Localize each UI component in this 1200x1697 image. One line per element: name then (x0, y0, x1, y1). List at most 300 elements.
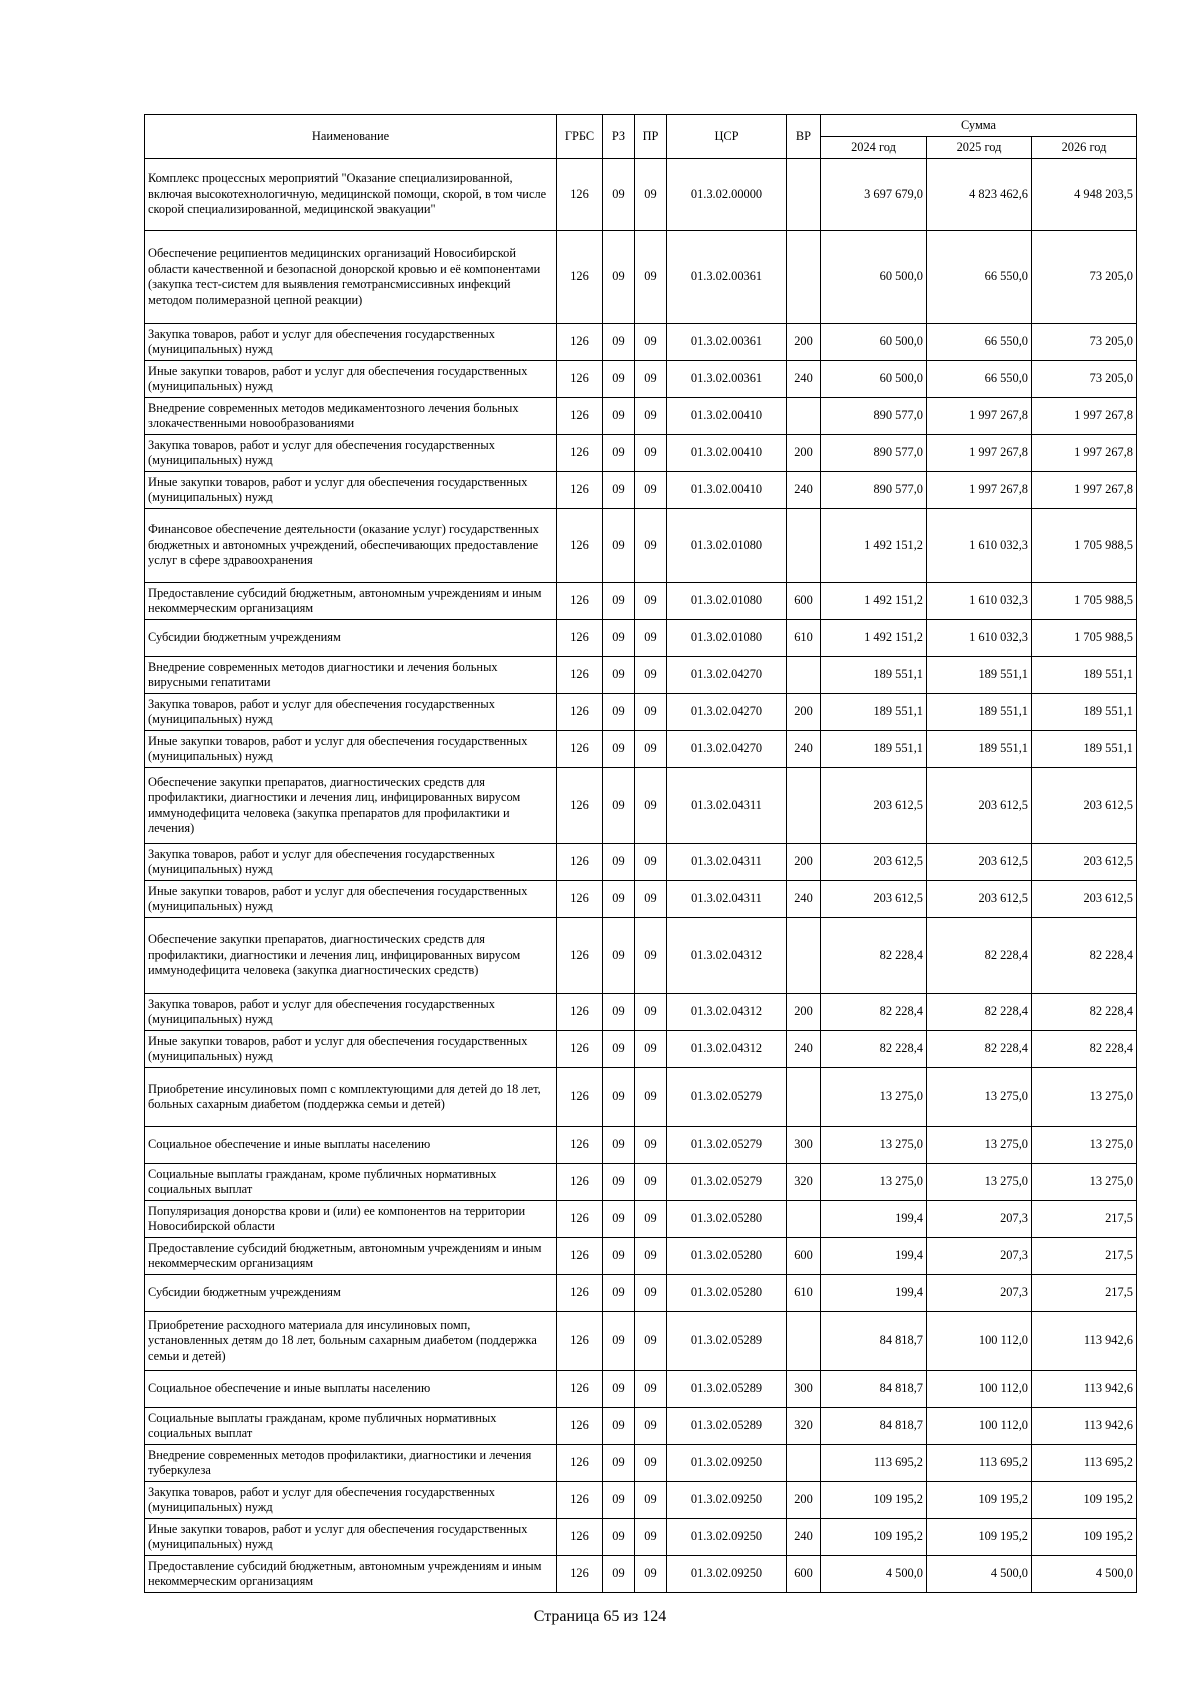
cell-2026: 203 612,5 (1032, 881, 1137, 918)
cell-2025: 13 275,0 (927, 1068, 1032, 1127)
cell-pr: 09 (635, 918, 667, 994)
cell-grbs: 126 (557, 768, 603, 844)
cell-2025: 82 228,4 (927, 1031, 1032, 1068)
cell-2026: 4 948 203,5 (1032, 159, 1137, 231)
cell-pr: 09 (635, 1408, 667, 1445)
cell-2025: 109 195,2 (927, 1519, 1032, 1556)
cell-name: Обеспечение закупки препаратов, диагностических средств для профилактики, диагностики и лечения лиц, инфицированных вирусом иммунодефицита человека (закупка препаратов для профилактики и лечения) (145, 768, 557, 844)
cell-csr: 01.3.02.04312 (667, 918, 787, 994)
cell-grbs: 126 (557, 620, 603, 657)
table-row (145, 472, 1137, 509)
cell-name: Иные закупки товаров, работ и услуг для обеспечения государственных (муниципальных) нужд (145, 881, 557, 918)
cell-name: Закупка товаров, работ и услуг для обеспечения государственных (муниципальных) нужд (145, 694, 557, 731)
cell-2026: 113 695,2 (1032, 1445, 1137, 1482)
cell-2026: 1 705 988,5 (1032, 509, 1137, 583)
cell-rz: 09 (603, 1371, 635, 1408)
cell-pr: 09 (635, 1238, 667, 1275)
cell-rz: 09 (603, 1275, 635, 1312)
cell-2026: 109 195,2 (1032, 1519, 1137, 1556)
cell-name: Популяризация донорства крови и (или) ее компонентов на территории Новосибирской области (145, 1201, 557, 1238)
cell-rz: 09 (603, 918, 635, 994)
cell-vr: 200 (787, 694, 821, 731)
cell-rz: 09 (603, 768, 635, 844)
cell-vr: 600 (787, 1556, 821, 1593)
cell-name: Приобретение инсулиновых помп с комплектующими для детей до 18 лет, больных сахарным диабетом (поддержка семьи и детей) (145, 1068, 557, 1127)
cell-vr: 200 (787, 324, 821, 361)
cell-name: Социальные выплаты гражданам, кроме публичных нормативных социальных выплат (145, 1164, 557, 1201)
table-row (145, 1275, 1137, 1312)
cell-csr: 01.3.02.00361 (667, 231, 787, 324)
cell-pr: 09 (635, 324, 667, 361)
cell-name: Закупка товаров, работ и услуг для обеспечения государственных (муниципальных) нужд (145, 1482, 557, 1519)
cell-rz: 09 (603, 398, 635, 435)
cell-csr: 01.3.02.01080 (667, 509, 787, 583)
cell-name: Предоставление субсидий бюджетным, автономным учреждениям и иным некоммерческим организациям (145, 583, 557, 620)
cell-2024: 189 551,1 (821, 731, 927, 768)
cell-rz: 09 (603, 731, 635, 768)
cell-2026: 113 942,6 (1032, 1408, 1137, 1445)
cell-2026: 73 205,0 (1032, 324, 1137, 361)
budget-table (144, 114, 1137, 1593)
cell-2026: 1 705 988,5 (1032, 583, 1137, 620)
table-row (145, 1127, 1137, 1164)
cell-2026: 4 500,0 (1032, 1556, 1137, 1593)
cell-csr: 01.3.02.05289 (667, 1312, 787, 1371)
cell-grbs: 126 (557, 1408, 603, 1445)
cell-grbs: 126 (557, 1312, 603, 1371)
cell-csr: 01.3.02.04270 (667, 731, 787, 768)
cell-rz: 09 (603, 1068, 635, 1127)
cell-2025: 189 551,1 (927, 657, 1032, 694)
cell-rz: 09 (603, 324, 635, 361)
cell-csr: 01.3.02.04312 (667, 994, 787, 1031)
table-row (145, 1408, 1137, 1445)
table-row (145, 620, 1137, 657)
cell-2024: 82 228,4 (821, 918, 927, 994)
cell-2024: 60 500,0 (821, 361, 927, 398)
cell-2024: 1 492 151,2 (821, 583, 927, 620)
cell-vr: 300 (787, 1127, 821, 1164)
cell-csr: 01.3.02.00410 (667, 435, 787, 472)
cell-csr: 01.3.02.05279 (667, 1127, 787, 1164)
cell-vr: 600 (787, 1238, 821, 1275)
cell-csr: 01.3.02.01080 (667, 620, 787, 657)
cell-2025: 100 112,0 (927, 1371, 1032, 1408)
cell-csr: 01.3.02.05279 (667, 1068, 787, 1127)
cell-2026: 203 612,5 (1032, 768, 1137, 844)
cell-vr (787, 768, 821, 844)
cell-2025: 1 997 267,8 (927, 435, 1032, 472)
cell-name: Приобретение расходного материала для инсулиновых помп, установленных детям до 18 лет, больным сахарным диабетом (поддержка семьи и детей) (145, 1312, 557, 1371)
cell-rz: 09 (603, 620, 635, 657)
cell-pr: 09 (635, 768, 667, 844)
cell-vr: 240 (787, 1519, 821, 1556)
cell-pr: 09 (635, 694, 667, 731)
cell-grbs: 126 (557, 472, 603, 509)
cell-2026: 1 997 267,8 (1032, 435, 1137, 472)
cell-2024: 3 697 679,0 (821, 159, 927, 231)
cell-vr: 610 (787, 620, 821, 657)
table-row (145, 324, 1137, 361)
cell-2025: 203 612,5 (927, 768, 1032, 844)
cell-name: Социальные выплаты гражданам, кроме публичных нормативных социальных выплат (145, 1408, 557, 1445)
table-row (145, 1445, 1137, 1482)
cell-grbs: 126 (557, 1127, 603, 1164)
cell-vr (787, 1201, 821, 1238)
cell-name: Иные закупки товаров, работ и услуг для обеспечения государственных (муниципальных) нужд (145, 472, 557, 509)
cell-2024: 203 612,5 (821, 844, 927, 881)
cell-rz: 09 (603, 657, 635, 694)
cell-name: Внедрение современных методов диагностики и лечения больных вирусными гепатитами (145, 657, 557, 694)
header-name: Наименование (145, 115, 557, 159)
cell-pr: 09 (635, 1201, 667, 1238)
cell-2025: 13 275,0 (927, 1164, 1032, 1201)
table-header (145, 115, 1137, 159)
cell-rz: 09 (603, 159, 635, 231)
cell-grbs: 126 (557, 844, 603, 881)
cell-grbs: 126 (557, 398, 603, 435)
cell-pr: 09 (635, 1519, 667, 1556)
cell-2024: 60 500,0 (821, 324, 927, 361)
table-row (145, 1371, 1137, 1408)
cell-2024: 890 577,0 (821, 435, 927, 472)
cell-csr: 01.3.02.09250 (667, 1482, 787, 1519)
table-row (145, 1164, 1137, 1201)
cell-grbs: 126 (557, 1164, 603, 1201)
cell-csr: 01.3.02.04270 (667, 694, 787, 731)
cell-pr: 09 (635, 1371, 667, 1408)
cell-rz: 09 (603, 694, 635, 731)
cell-2025: 1 997 267,8 (927, 472, 1032, 509)
cell-2026: 109 195,2 (1032, 1482, 1137, 1519)
cell-pr: 09 (635, 844, 667, 881)
cell-name: Социальное обеспечение и иные выплаты населению (145, 1371, 557, 1408)
cell-rz: 09 (603, 1127, 635, 1164)
cell-2025: 4 823 462,6 (927, 159, 1032, 231)
cell-name: Закупка товаров, работ и услуг для обеспечения государственных (муниципальных) нужд (145, 994, 557, 1031)
table-row (145, 994, 1137, 1031)
cell-vr (787, 159, 821, 231)
cell-2025: 4 500,0 (927, 1556, 1032, 1593)
table-row (145, 159, 1137, 231)
cell-name: Субсидии бюджетным учреждениям (145, 1275, 557, 1312)
cell-grbs: 126 (557, 1371, 603, 1408)
cell-csr: 01.3.02.00000 (667, 159, 787, 231)
cell-2026: 13 275,0 (1032, 1127, 1137, 1164)
cell-name: Предоставление субсидий бюджетным, автономным учреждениям и иным некоммерческим организациям (145, 1556, 557, 1593)
table-row (145, 1556, 1137, 1593)
cell-2026: 189 551,1 (1032, 731, 1137, 768)
cell-2026: 82 228,4 (1032, 918, 1137, 994)
cell-2025: 189 551,1 (927, 731, 1032, 768)
cell-csr: 01.3.02.09250 (667, 1556, 787, 1593)
cell-2024: 84 818,7 (821, 1312, 927, 1371)
cell-grbs: 126 (557, 657, 603, 694)
cell-2026: 217,5 (1032, 1201, 1137, 1238)
cell-name: Финансовое обеспечение деятельности (оказание услуг) государственных бюджетных и автономных учреждений, обеспечивающих предоставление услуг в сфере здравоохранения (145, 509, 557, 583)
cell-2024: 1 492 151,2 (821, 509, 927, 583)
cell-grbs: 126 (557, 1556, 603, 1593)
cell-2026: 113 942,6 (1032, 1312, 1137, 1371)
cell-vr: 240 (787, 1031, 821, 1068)
cell-grbs: 126 (557, 1201, 603, 1238)
cell-csr: 01.3.02.01080 (667, 583, 787, 620)
cell-name: Комплекс процессных мероприятий "Оказание специализированной, включая высокотехнологичную, медицинской помощи, скорой, в том числе скорой специализированной, медицинской эвакуации" (145, 159, 557, 231)
table-row (145, 1031, 1137, 1068)
table-row (145, 731, 1137, 768)
cell-pr: 09 (635, 398, 667, 435)
cell-vr (787, 918, 821, 994)
header-sum: Сумма (821, 115, 1137, 137)
table-row (145, 231, 1137, 324)
cell-vr (787, 1445, 821, 1482)
cell-pr: 09 (635, 472, 667, 509)
cell-rz: 09 (603, 472, 635, 509)
cell-2024: 82 228,4 (821, 1031, 927, 1068)
cell-grbs: 126 (557, 994, 603, 1031)
cell-rz: 09 (603, 1482, 635, 1519)
cell-csr: 01.3.02.00410 (667, 472, 787, 509)
table-row (145, 657, 1137, 694)
cell-pr: 09 (635, 583, 667, 620)
cell-vr: 200 (787, 435, 821, 472)
cell-2024: 113 695,2 (821, 1445, 927, 1482)
cell-2025: 109 195,2 (927, 1482, 1032, 1519)
header-year-2024: 2024 год (821, 137, 927, 159)
table-row (145, 768, 1137, 844)
cell-2025: 66 550,0 (927, 324, 1032, 361)
cell-2025: 113 695,2 (927, 1445, 1032, 1482)
cell-pr: 09 (635, 620, 667, 657)
cell-2024: 4 500,0 (821, 1556, 927, 1593)
cell-grbs: 126 (557, 435, 603, 472)
cell-csr: 01.3.02.00361 (667, 361, 787, 398)
cell-2026: 82 228,4 (1032, 1031, 1137, 1068)
cell-pr: 09 (635, 1031, 667, 1068)
cell-grbs: 126 (557, 361, 603, 398)
cell-rz: 09 (603, 1519, 635, 1556)
cell-pr: 09 (635, 881, 667, 918)
cell-csr: 01.3.02.05280 (667, 1275, 787, 1312)
cell-2026: 13 275,0 (1032, 1068, 1137, 1127)
cell-vr: 200 (787, 994, 821, 1031)
cell-grbs: 126 (557, 231, 603, 324)
cell-grbs: 126 (557, 881, 603, 918)
cell-csr: 01.3.02.09250 (667, 1445, 787, 1482)
cell-name: Закупка товаров, работ и услуг для обеспечения государственных (муниципальных) нужд (145, 844, 557, 881)
cell-grbs: 126 (557, 694, 603, 731)
cell-name: Внедрение современных методов медикаментозного лечения больных злокачественными новообразованиями (145, 398, 557, 435)
cell-2025: 1 610 032,3 (927, 583, 1032, 620)
cell-2026: 1 997 267,8 (1032, 398, 1137, 435)
cell-vr: 240 (787, 881, 821, 918)
cell-2024: 84 818,7 (821, 1371, 927, 1408)
cell-vr (787, 1068, 821, 1127)
table-row (145, 361, 1137, 398)
cell-csr: 01.3.02.05280 (667, 1238, 787, 1275)
cell-2026: 1 997 267,8 (1032, 472, 1137, 509)
cell-vr (787, 231, 821, 324)
cell-2024: 189 551,1 (821, 694, 927, 731)
header-rz: РЗ (603, 115, 635, 159)
cell-2026: 13 275,0 (1032, 1164, 1137, 1201)
cell-2024: 109 195,2 (821, 1482, 927, 1519)
table-row (145, 1068, 1137, 1127)
cell-2024: 199,4 (821, 1238, 927, 1275)
cell-rz: 09 (603, 1238, 635, 1275)
cell-2024: 203 612,5 (821, 768, 927, 844)
cell-pr: 09 (635, 435, 667, 472)
cell-rz: 09 (603, 435, 635, 472)
cell-name: Обеспечение закупки препаратов, диагностических средств для профилактики, диагностики и лечения лиц, инфицированных вирусом иммунодефицита человека (закупка диагностических средств) (145, 918, 557, 994)
cell-pr: 09 (635, 361, 667, 398)
cell-name: Социальное обеспечение и иные выплаты населению (145, 1127, 557, 1164)
cell-grbs: 126 (557, 324, 603, 361)
cell-pr: 09 (635, 657, 667, 694)
table-row (145, 881, 1137, 918)
cell-csr: 01.3.02.04311 (667, 768, 787, 844)
cell-2025: 207,3 (927, 1275, 1032, 1312)
cell-2025: 207,3 (927, 1201, 1032, 1238)
cell-2024: 890 577,0 (821, 398, 927, 435)
cell-2026: 113 942,6 (1032, 1371, 1137, 1408)
cell-2025: 1 997 267,8 (927, 398, 1032, 435)
cell-pr: 09 (635, 994, 667, 1031)
cell-2025: 203 612,5 (927, 844, 1032, 881)
cell-name: Иные закупки товаров, работ и услуг для обеспечения государственных (муниципальных) нужд (145, 361, 557, 398)
cell-pr: 09 (635, 1275, 667, 1312)
cell-grbs: 126 (557, 1519, 603, 1556)
cell-grbs: 126 (557, 583, 603, 620)
cell-csr: 01.3.02.04311 (667, 881, 787, 918)
cell-2024: 13 275,0 (821, 1164, 927, 1201)
cell-name: Внедрение современных методов профилактики, диагностики и лечения туберкулеза (145, 1445, 557, 1482)
cell-2024: 13 275,0 (821, 1127, 927, 1164)
cell-vr (787, 657, 821, 694)
table-row (145, 583, 1137, 620)
cell-vr: 240 (787, 472, 821, 509)
cell-2024: 1 492 151,2 (821, 620, 927, 657)
cell-2025: 1 610 032,3 (927, 620, 1032, 657)
cell-pr: 09 (635, 1482, 667, 1519)
cell-pr: 09 (635, 1556, 667, 1593)
cell-vr: 320 (787, 1164, 821, 1201)
cell-rz: 09 (603, 1201, 635, 1238)
cell-csr: 01.3.02.00410 (667, 398, 787, 435)
table-row (145, 1201, 1137, 1238)
cell-2024: 199,4 (821, 1275, 927, 1312)
cell-grbs: 126 (557, 918, 603, 994)
cell-grbs: 126 (557, 1238, 603, 1275)
cell-2024: 13 275,0 (821, 1068, 927, 1127)
cell-2025: 189 551,1 (927, 694, 1032, 731)
cell-vr: 600 (787, 583, 821, 620)
header-year-2026: 2026 год (1032, 137, 1137, 159)
cell-pr: 09 (635, 509, 667, 583)
cell-vr: 240 (787, 731, 821, 768)
cell-2026: 73 205,0 (1032, 361, 1137, 398)
cell-csr: 01.3.02.00361 (667, 324, 787, 361)
cell-pr: 09 (635, 1164, 667, 1201)
cell-vr: 610 (787, 1275, 821, 1312)
header-csr: ЦСР (667, 115, 787, 159)
cell-2026: 1 705 988,5 (1032, 620, 1137, 657)
cell-csr: 01.3.02.05280 (667, 1201, 787, 1238)
table-row (145, 1238, 1137, 1275)
cell-rz: 09 (603, 881, 635, 918)
cell-2024: 109 195,2 (821, 1519, 927, 1556)
cell-2026: 189 551,1 (1032, 657, 1137, 694)
table-row (145, 509, 1137, 583)
table-row (145, 918, 1137, 994)
table-row (145, 1519, 1137, 1556)
cell-name: Иные закупки товаров, работ и услуг для обеспечения государственных (муниципальных) нужд (145, 731, 557, 768)
cell-name: Субсидии бюджетным учреждениям (145, 620, 557, 657)
cell-2024: 203 612,5 (821, 881, 927, 918)
cell-2024: 84 818,7 (821, 1408, 927, 1445)
cell-rz: 09 (603, 844, 635, 881)
cell-name: Закупка товаров, работ и услуг для обеспечения государственных (муниципальных) нужд (145, 435, 557, 472)
cell-rz: 09 (603, 1031, 635, 1068)
cell-2025: 82 228,4 (927, 918, 1032, 994)
cell-pr: 09 (635, 1127, 667, 1164)
cell-2024: 189 551,1 (821, 657, 927, 694)
cell-2026: 203 612,5 (1032, 844, 1137, 881)
cell-grbs: 126 (557, 1031, 603, 1068)
cell-rz: 09 (603, 1312, 635, 1371)
cell-vr: 200 (787, 844, 821, 881)
cell-rz: 09 (603, 509, 635, 583)
header-vr: ВР (787, 115, 821, 159)
cell-2024: 60 500,0 (821, 231, 927, 324)
cell-csr: 01.3.02.05289 (667, 1408, 787, 1445)
cell-csr: 01.3.02.04270 (667, 657, 787, 694)
cell-rz: 09 (603, 1445, 635, 1482)
cell-2024: 890 577,0 (821, 472, 927, 509)
cell-pr: 09 (635, 1312, 667, 1371)
table-row (145, 694, 1137, 731)
cell-2024: 199,4 (821, 1201, 927, 1238)
cell-2025: 100 112,0 (927, 1408, 1032, 1445)
cell-2025: 66 550,0 (927, 231, 1032, 324)
cell-rz: 09 (603, 361, 635, 398)
cell-2025: 13 275,0 (927, 1127, 1032, 1164)
cell-name: Иные закупки товаров, работ и услуг для обеспечения государственных (муниципальных) нужд (145, 1031, 557, 1068)
cell-pr: 09 (635, 1068, 667, 1127)
cell-grbs: 126 (557, 731, 603, 768)
cell-vr (787, 1312, 821, 1371)
cell-2026: 189 551,1 (1032, 694, 1137, 731)
table-row (145, 1312, 1137, 1371)
cell-csr: 01.3.02.04312 (667, 1031, 787, 1068)
cell-pr: 09 (635, 1445, 667, 1482)
cell-2025: 1 610 032,3 (927, 509, 1032, 583)
cell-2025: 203 612,5 (927, 881, 1032, 918)
cell-csr: 01.3.02.05279 (667, 1164, 787, 1201)
cell-rz: 09 (603, 583, 635, 620)
header-grbs: ГРБС (557, 115, 603, 159)
cell-2026: 82 228,4 (1032, 994, 1137, 1031)
cell-rz: 09 (603, 231, 635, 324)
cell-vr: 300 (787, 1371, 821, 1408)
cell-name: Иные закупки товаров, работ и услуг для обеспечения государственных (муниципальных) нужд (145, 1519, 557, 1556)
table-row (145, 1482, 1137, 1519)
cell-vr: 200 (787, 1482, 821, 1519)
cell-vr: 240 (787, 361, 821, 398)
cell-csr: 01.3.02.05289 (667, 1371, 787, 1408)
cell-pr: 09 (635, 231, 667, 324)
cell-name: Закупка товаров, работ и услуг для обеспечения государственных (муниципальных) нужд (145, 324, 557, 361)
